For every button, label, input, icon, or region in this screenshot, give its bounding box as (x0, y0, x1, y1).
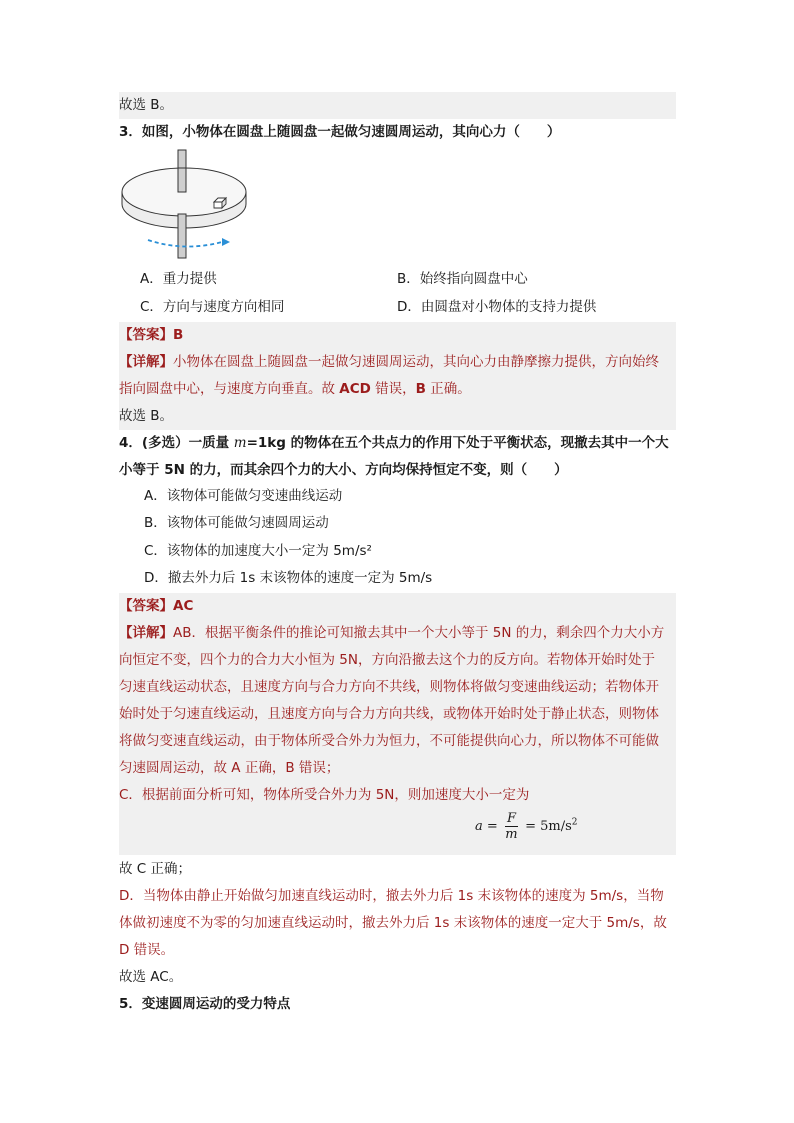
q4-detail-line-6 (119, 755, 676, 782)
text: AB．根据平衡条件的推论可知撤去其中一个大小等于 5N 的力，剩余四个力大小方 (173, 625, 665, 641)
q4-option-b (144, 511, 329, 535)
text: 小等于 5N 的力，而其余四个力的大小、方向均保持恒定不变，则（ ） (119, 462, 568, 478)
text: D．当物体由静止开始做匀加速直线运动时，撤去外力后 1s 末该物体的速度为 5m/s，当物 (119, 888, 664, 904)
text: 3．如图，小物体在圆盘上随圆盘一起做匀速圆周运动，其向心力（ ） (119, 124, 561, 140)
formula-rhs: = 5m/s (520, 819, 572, 834)
axle-bottom (178, 214, 186, 258)
text: C．方向与速度方向相同 (140, 299, 285, 315)
text: 故选 B。 (119, 408, 174, 424)
denominator: m (505, 827, 518, 842)
rotating-disk-figure (118, 148, 250, 260)
axle-on-disk (178, 168, 186, 192)
q3-option-a (140, 267, 217, 291)
text: 向恒定不变，四个力的合力大小恒为 5N，方向沿撤去这个力的反方向。若物体开始时处于 (119, 652, 655, 668)
text: C．根据前面分析可知，物体所受合外力为 5N，则加速度大小一定为 (119, 787, 530, 803)
text: =1kg 的物体在五个共点力的作用下处于平衡状态，现撤去其中一个大 (246, 435, 669, 451)
formula-equals: = (482, 819, 502, 834)
text: 故选 B。 (119, 97, 174, 113)
text: A．该物体可能做匀变速曲线运动 (144, 488, 343, 504)
question-3-stem (119, 119, 676, 146)
text: 5．变速圆周运动的受力特点 (119, 996, 291, 1012)
text: B (415, 381, 426, 397)
question-4-stem-1 (119, 430, 676, 457)
q4-detail-line-1 (119, 620, 676, 647)
text: 指向圆盘中心，与速度方向垂直。故 (119, 381, 340, 397)
fraction (505, 811, 518, 842)
q4-detail-line-7 (119, 782, 676, 809)
answer-value: B (173, 327, 184, 343)
text: 正确。 (425, 381, 471, 397)
q4-answer (119, 593, 676, 620)
numerator: F (506, 811, 516, 826)
q4-option-d (144, 566, 432, 590)
q4-detail-line-2 (119, 647, 676, 674)
q4-detail-line-8 (119, 883, 676, 910)
formula-exponent: 2 (571, 817, 578, 828)
text: D．由圆盘对小物体的支持力提供 (397, 299, 597, 315)
text: 4．(多选）一质量 (119, 435, 234, 451)
text: D．撤去外力后 1s 末该物体的速度一定为 5m/s (144, 570, 433, 586)
text: 始时处于匀速直线运动，且速度方向与合力方向共线，或物体开始时处于静止状态，则物体 (119, 706, 659, 722)
detail-tag: 【详解】 (119, 625, 173, 641)
q3-detail-line-2 (119, 376, 676, 403)
q4-detail-line-5 (119, 728, 676, 755)
text: 故 C 正确； (119, 861, 192, 877)
q3-detail-line-1 (119, 349, 676, 376)
acceleration-formula (119, 809, 676, 855)
prev-answer-conclusion (119, 92, 676, 119)
text: m (233, 435, 247, 451)
text: B．该物体可能做匀速圆周运动 (144, 515, 329, 531)
q3-option-b (397, 267, 528, 291)
text: 匀速圆周运动，故 A 正确，B 错误； (119, 760, 340, 776)
arrow-head-icon (222, 238, 230, 246)
q3-answer (119, 322, 676, 349)
q4-c-conclusion (119, 856, 676, 883)
text: 错误， (370, 381, 416, 397)
question-4-stem-2 (119, 457, 676, 484)
q4-detail-line-3 (119, 674, 676, 701)
q4-detail-line-9 (119, 910, 676, 937)
q3-conclusion (119, 403, 676, 430)
text: 小物体在圆盘上随圆盘一起做匀速圆周运动，其向心力由静摩擦力提供，方向始终 (173, 354, 659, 370)
q4-option-a (144, 484, 342, 508)
question-5-stem (119, 991, 676, 1018)
formula-expression (475, 811, 578, 842)
text: 故选 AC。 (119, 969, 183, 985)
formula-var-a: a (475, 819, 483, 834)
text: D 错误。 (119, 942, 175, 958)
detail-tag: 【详解】 (119, 354, 173, 370)
answer-value: AC (173, 598, 194, 614)
text: B．始终指向圆盘中心 (397, 271, 528, 287)
q3-option-c (140, 295, 284, 319)
text: 将做匀变速直线运动，由于物体所受合外力为恒力，不可能提供向心力，所以物体不可能做 (119, 733, 659, 749)
q4-option-c (144, 539, 372, 563)
text: 匀速直线运动状态，且速度方向与合力方向不共线，则物体将做匀变速曲线运动；若物体开 (119, 679, 659, 695)
q4-conclusion (119, 964, 676, 991)
q4-detail-line-10 (119, 937, 676, 964)
answer-tag: 【答案】 (119, 327, 173, 343)
answer-tag: 【答案】 (119, 598, 173, 614)
text: A．重力提供 (140, 271, 217, 287)
text: C．该物体的加速度大小一定为 5m/s² (144, 543, 372, 559)
q3-option-d (397, 295, 596, 319)
text: ACD (339, 381, 371, 397)
text: 体做初速度不为零的匀加速直线运动时，撤去外力后 1s 末该物体的速度一定大于 5m/s，故 (119, 915, 667, 931)
q4-detail-line-4 (119, 701, 676, 728)
